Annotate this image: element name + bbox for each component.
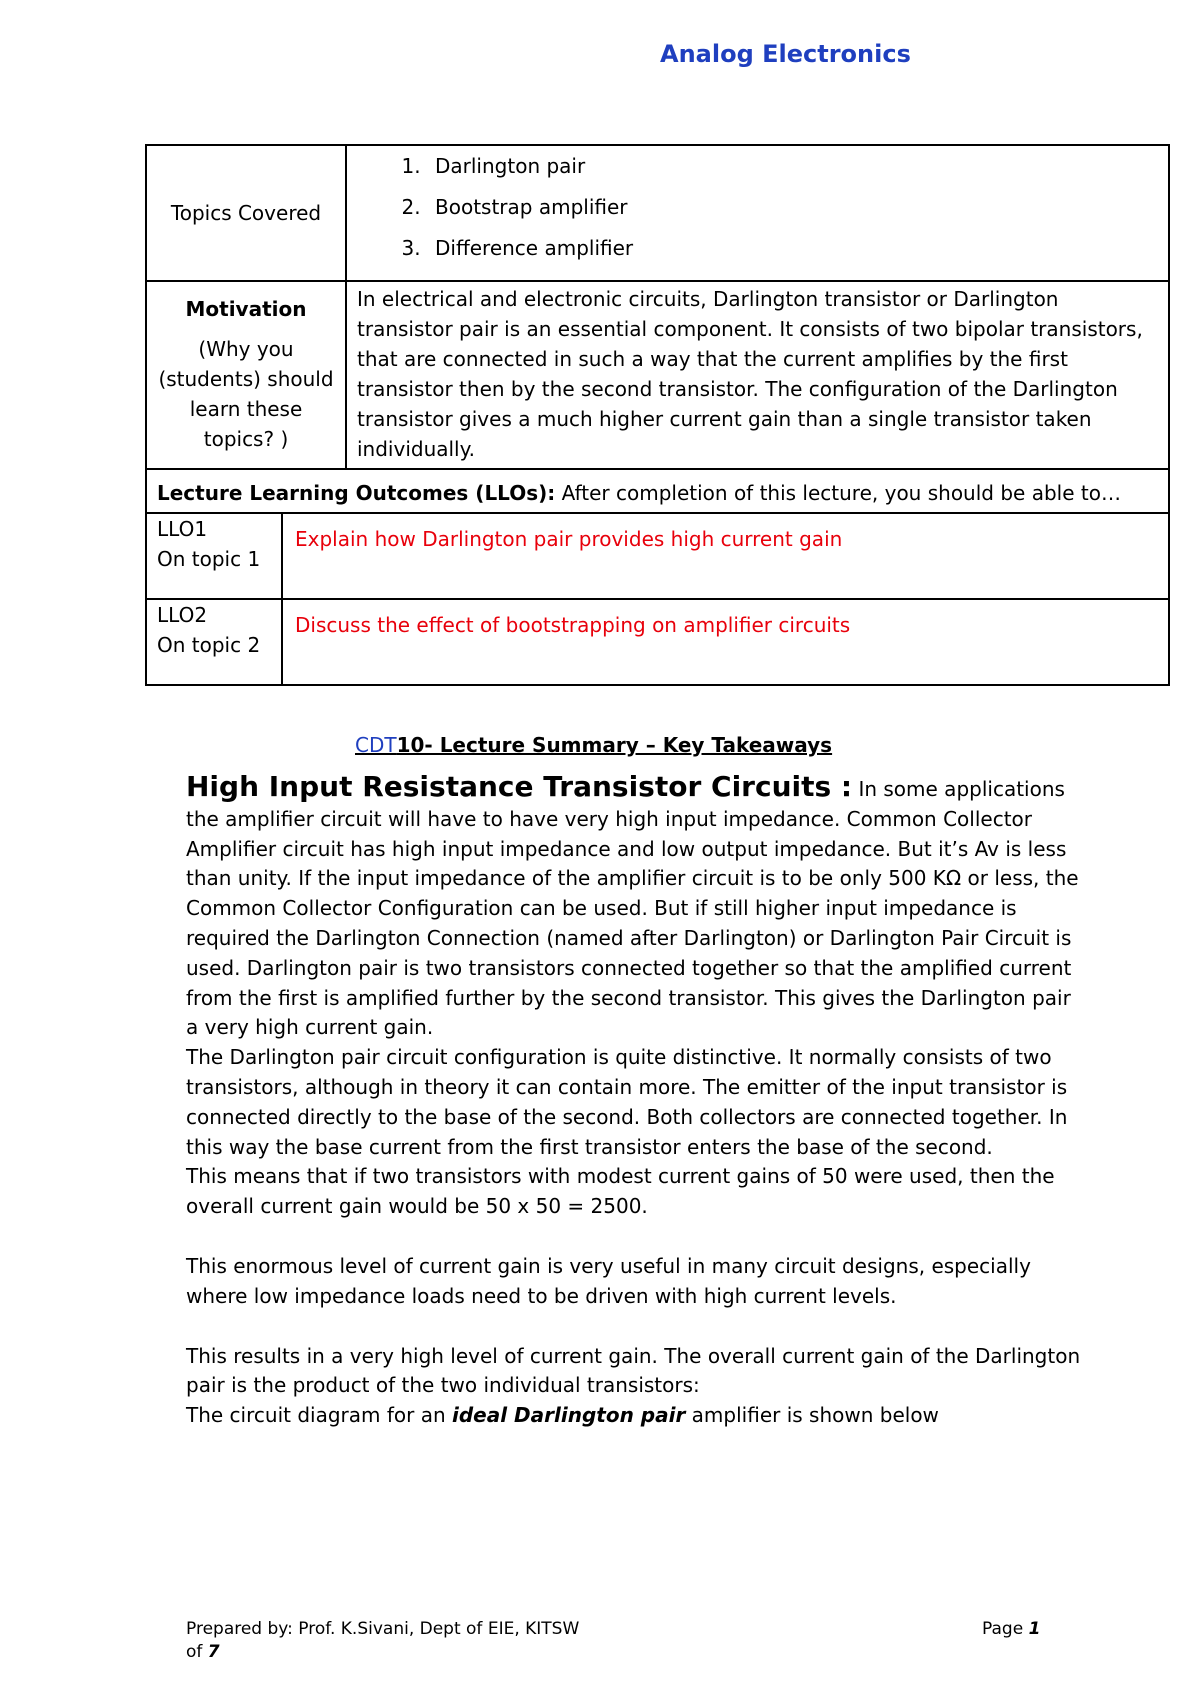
paragraph-text: In some applications the amplifier circuit will have to have very high input impedance. Common Collector Amplifier circuit has high input impedance and low output impedance. But it’s Av is less than unity. If the input impedance of the amplifier circuit is to be only 500 KΩ or less, the Common Collector Configuration can be used. But if still higher input impedance is required the Darlington Connection (named after Darlington) or Darlington Pair Circuit is used. Darlington pair is two transistors connected together so that the amplified current from the first is amplified further by the second transistor. This gives the Darlington pair a very high current gain. xyxy=(186,777,1079,1040)
llo-heading-rest: After completion of this lecture, you should be able to… xyxy=(555,481,1121,505)
footer-prepared-by: Prepared by: Prof. K.Sivani, Dept of EIE, KITSW xyxy=(186,1619,580,1639)
topic-item: 3. Difference amplifier xyxy=(427,228,1168,269)
llo-id-cell xyxy=(147,599,282,684)
llo-row xyxy=(147,513,1168,599)
lecture-body xyxy=(186,772,1086,1431)
topics-list-cell xyxy=(346,145,1169,281)
topic-item: 1. Darlington pair xyxy=(427,146,1168,187)
footer-page-number: 1 xyxy=(1028,1619,1041,1639)
motivation-sublabel: (Why you (students) should learn these topics? ) xyxy=(158,337,334,451)
cdt-link[interactable]: CDT xyxy=(355,733,397,757)
paragraph-text: The circuit diagram for an xyxy=(186,1403,452,1428)
body-paragraph: This results in a very high level of current gain. The overall current gain of the Darlington pair is the product of the two individual transistors: xyxy=(186,1343,1081,1398)
footer-page-label: Page 1 xyxy=(982,1619,1041,1639)
body-paragraph: This means that if two transistors with modest current gains of 50 were used, then the overall current gain would be 50 x 50 = 2500. xyxy=(186,1164,1055,1219)
motivation-text: In electrical and electronic circuits, Darlington transistor or Darlington transistor pair is an essential component. It consists of two bipolar transistors, that are connected in such a way that the current amplifies by the first transistor then by the second transistor. The configuration of the Darlington transistor gives a much higher current gain than a single transistor taken individually. xyxy=(346,281,1169,469)
document-header-title: Analog Electronics xyxy=(660,40,911,68)
llo-id: LLO2 xyxy=(157,603,208,627)
footer-page-total: of 7 xyxy=(186,1642,220,1662)
llo-text: Discuss the effect of bootstrapping on amplifier circuits xyxy=(282,599,1168,684)
llo-text: Explain how Darlington pair provides high current gain xyxy=(282,513,1168,599)
body-paragraph: The Darlington pair circuit configuration is quite distinctive. It normally consists of two transistors, although in theory it can contain more. The emitter of the input transistor is connected directly to the base of the second. Both collectors are connected together. In this way the base current from the first transistor enters the base of the second. xyxy=(186,1045,1068,1159)
summary-title-text: 10- Lecture Summary – Key Takeaways xyxy=(396,733,833,757)
topics-covered-label: Topics Covered xyxy=(146,145,346,281)
llo-row xyxy=(147,599,1168,684)
body-paragraph: This enormous level of current gain is very useful in many circuit designs, especially where low impedance loads need to be driven with high current levels. xyxy=(186,1253,1031,1308)
section-heading: High Input Resistance Transistor Circuits : xyxy=(186,770,853,803)
body-paragraph xyxy=(186,1401,1086,1431)
llo-table xyxy=(147,512,1168,684)
llo-heading-bold: Lecture Learning Outcomes (LLOs): xyxy=(157,481,556,505)
llo-topic: On topic 2 xyxy=(157,633,261,657)
page-footer xyxy=(186,1618,1066,1664)
topics-list xyxy=(347,146,1168,269)
llo-id: LLO1 xyxy=(157,517,208,541)
llo-id-cell xyxy=(147,513,282,599)
emphasis-text: ideal Darlington pair xyxy=(452,1403,686,1428)
body-paragraph xyxy=(186,772,1086,1043)
llo-topic: On topic 1 xyxy=(157,547,261,571)
motivation-label: Motivation xyxy=(185,297,307,321)
lecture-plan-table xyxy=(145,144,1170,686)
llo-heading xyxy=(147,470,1168,512)
paragraph-text: amplifier is shown below xyxy=(685,1403,939,1428)
motivation-label-cell xyxy=(146,281,346,469)
topic-item: 2. Bootstrap amplifier xyxy=(427,187,1168,228)
llo-section xyxy=(146,469,1169,685)
summary-title xyxy=(355,733,832,757)
